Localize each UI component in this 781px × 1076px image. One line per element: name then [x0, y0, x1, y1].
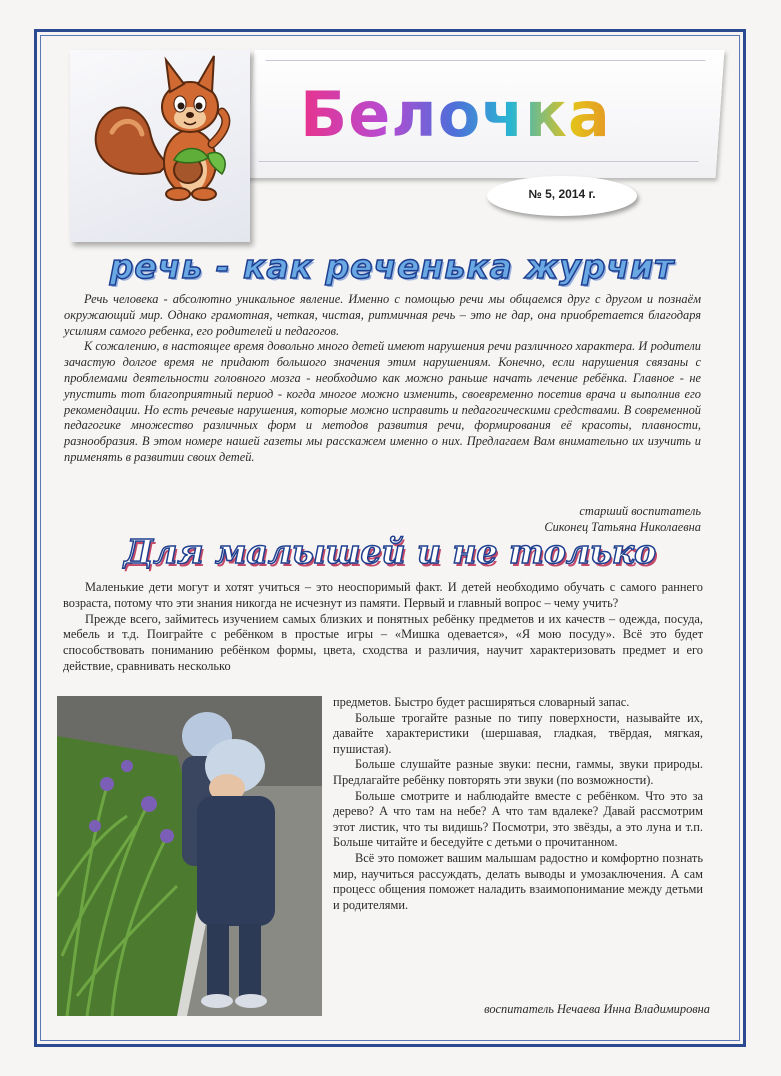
squirrel-illustration	[90, 52, 250, 212]
author-role: старший воспитатель	[579, 504, 701, 518]
article1-signature	[544, 503, 701, 535]
article2-paragraph: Больше смотрите и наблюдайте вместе с ребёнком. Что это за дерево? А что там на небе? А что там вдалеке? Давай рассмотрим этот листик, что ты видишь? Посмотри, это звёзды, а это луна и т.п. Больше читайте и беседуйте с детьми о прочитанном.	[333, 788, 703, 850]
article1-paragraph: К сожалению, в настоящее время довольно много детей имеют нарушения речи различного характера. И родители зачастую долгое время не придают большого значения этим нарушениям. Конечно, если нарушения связаны с проблемами деятельности головного мозга - необходимо как можно раньше начать лечение ребёнка. Главное - не упустить тот благоприятный период - когда многое можно изменить, своевременно посетив врача и выполнив его рекомендации. Но есть речевые нарушения, которые можно исправить и педагогическими средствами. В современной педагогике множество различных форм и методов развития речи, формирования её красоты, плавности, разнообразия. В этом номере нашей газеты мы расскажем именно о них. Предлагаем Вам внимательно их изучить и применять в развитии своих детей.	[64, 339, 701, 464]
article2-paragraph: Больше трогайте разные по типу поверхности, называйте их, давайте характеристики (шершавая, гладкая, твёрдая, мягкая, пушистая).	[333, 710, 703, 756]
author-name: Сиконец Татьяна Николаевна	[544, 520, 701, 534]
article1-paragraph: Речь человека - абсолютно уникальное явление. Именно с помощью речи мы общаемся друг с другом и познаём окружающий мир. Однако грамотная, четкая, чистая, ритмичная речь – это не дар, она приобретается благодаря усилиям самого ребенка, его родителей и педагогов.	[64, 292, 701, 338]
children-photo	[57, 696, 322, 1016]
issue-number: № 5, 2014 г.	[528, 187, 596, 201]
article2-heading: Для малышей и не только	[123, 532, 657, 571]
article1-body	[64, 292, 701, 466]
article2-paragraph: Прежде всего, займитесь изучением самых близких и понятных ребёнку предметов и их качеств – одежда, посуда, мебель и т.д. Поиграйте с ребёнком в простые игры – «Мишка одевается», «Я мою посуду». Всё это будет способствовать пониманию ребёнком формы, цвета, сходства и различия, научит характеризовать предмет и его действие, сравнивать несколько	[63, 611, 703, 673]
newsletter-title: Белочка	[300, 78, 640, 151]
article1-heading: речь - как реченька журчит	[109, 247, 675, 286]
article2-paragraph: Маленькие дети могут и хотят учиться – это неоспоримый факт. И детей необходимо обучать с самого раннего возраста, потому что эти знания никогда не исчезнут из памяти. Первый и главный вопрос – чему учить?	[63, 580, 703, 610]
article2-signature: воспитатель Нечаева Инна Владимировна	[484, 1002, 710, 1016]
article2-body	[63, 580, 703, 675]
children-photo-image	[57, 696, 322, 1016]
article2-paragraph: Всё это поможет вашим малышам радостно и комфортно познать мир, научиться рассуждать, делать выводы и умозаключения. А сам процесс общения поможет наладить взаимопонимание между детьми и родителями.	[333, 850, 703, 912]
article2-paragraph: Больше слушайте разные звуки: песни, гаммы, звуки природы. Предлагайте ребёнку повторять эти звуки (по возможности).	[333, 757, 703, 787]
article2-paragraph: предметов. Быстро будет расширяться словарный запас.	[333, 695, 630, 709]
article2-side-text	[333, 695, 703, 913]
